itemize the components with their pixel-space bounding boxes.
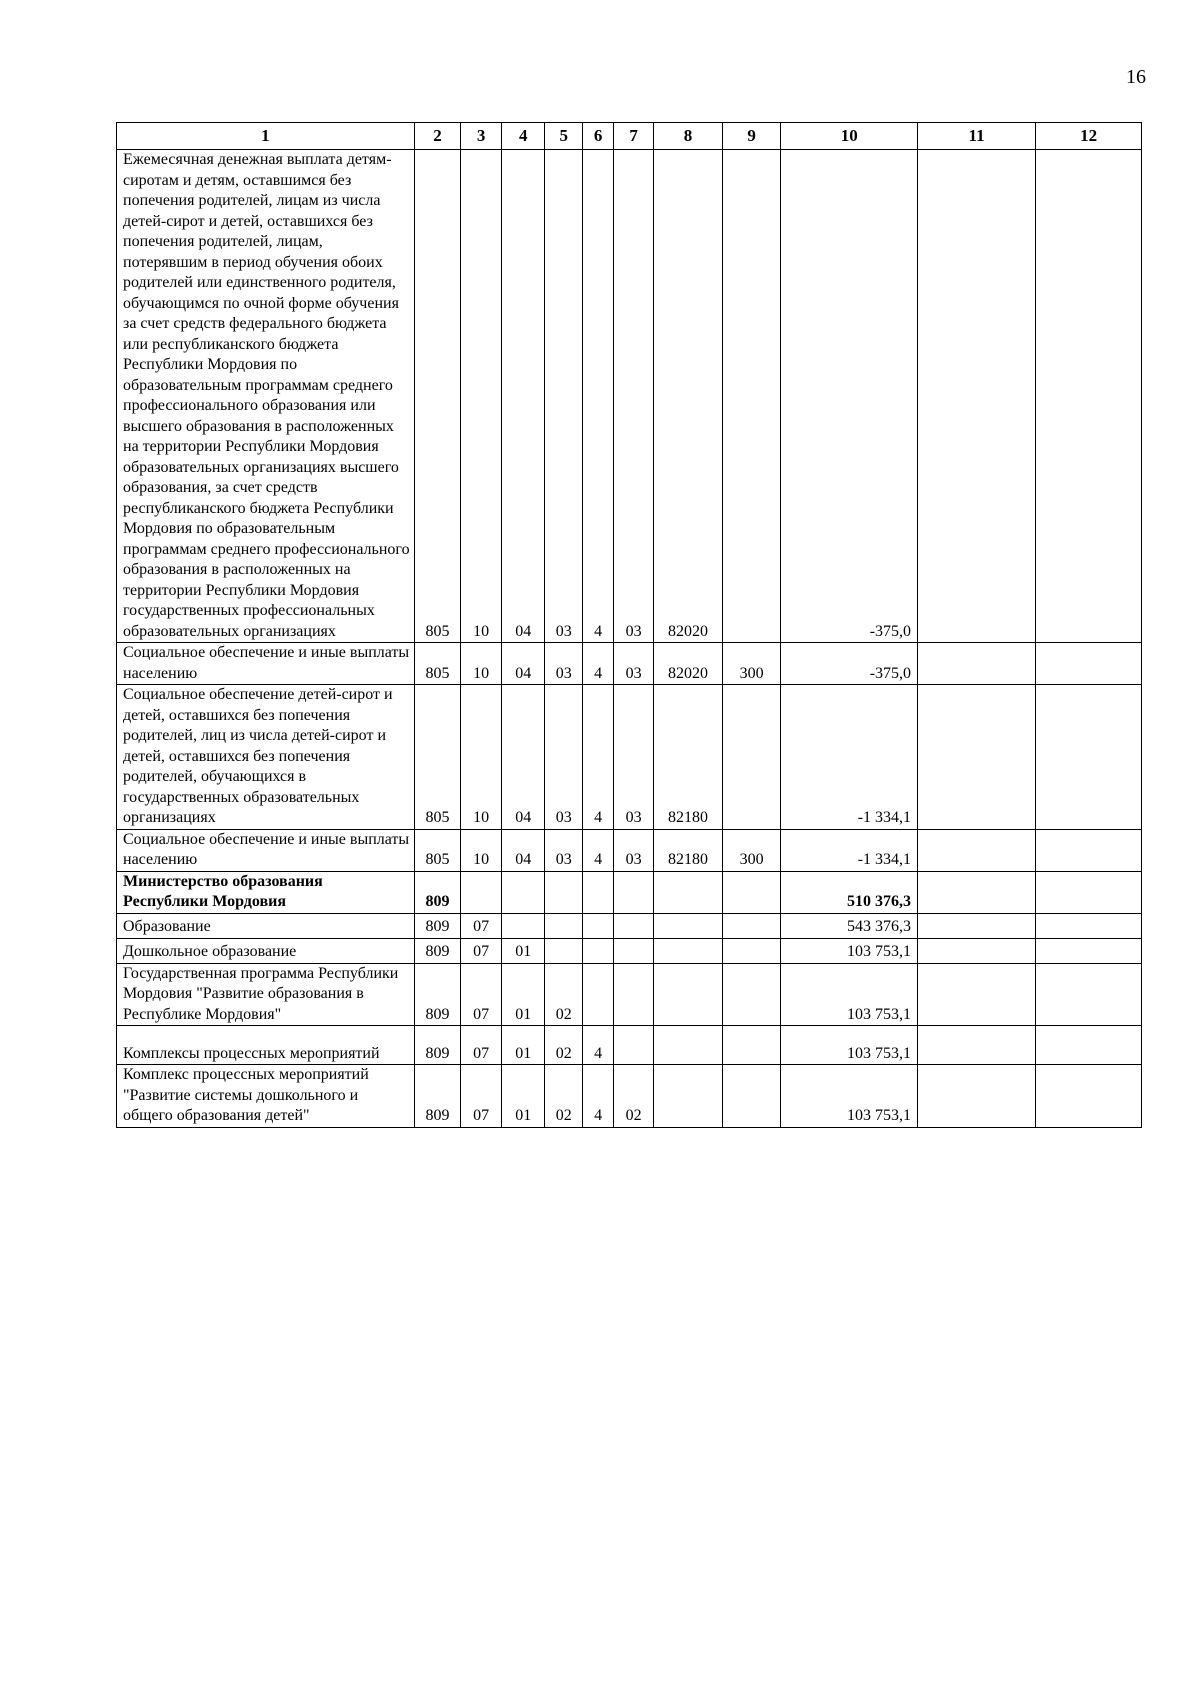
cell-col3: 07 <box>461 913 502 938</box>
cell-col2: 805 <box>414 643 460 685</box>
cell-col5 <box>545 938 583 963</box>
cell-col3: 07 <box>461 963 502 1026</box>
cell-col6: 4 <box>583 685 614 830</box>
cell-col5: 02 <box>545 963 583 1026</box>
cell-col4: 01 <box>502 1065 545 1128</box>
cell-col5: 03 <box>545 643 583 685</box>
cell-col7 <box>614 938 654 963</box>
row-name: Комплексы процессных мероприятий <box>117 1026 415 1065</box>
cell-col10: -375,0 <box>781 150 918 643</box>
table-row <box>117 150 1142 643</box>
cell-col9: 300 <box>722 643 781 685</box>
cell-col11 <box>918 150 1036 643</box>
cell-col9 <box>722 1065 781 1128</box>
cell-col5 <box>545 871 583 913</box>
cell-col7 <box>614 963 654 1026</box>
cell-col6 <box>583 963 614 1026</box>
cell-col11 <box>918 685 1036 830</box>
cell-col9 <box>722 938 781 963</box>
column-header-7: 7 <box>614 123 654 150</box>
cell-col4: 01 <box>502 938 545 963</box>
row-name: Государственная программа Республики Мордовия "Развитие образования в Республике Мордовия" <box>117 963 415 1026</box>
table-row <box>117 685 1142 830</box>
cell-col7: 02 <box>614 1065 654 1128</box>
cell-col2: 809 <box>414 871 460 913</box>
cell-col2: 809 <box>414 913 460 938</box>
table-row <box>117 963 1142 1026</box>
page-number: 16 <box>1126 66 1146 88</box>
cell-col4: 01 <box>502 1026 545 1065</box>
cell-col2: 809 <box>414 938 460 963</box>
cell-col3: 07 <box>461 938 502 963</box>
cell-col12 <box>1036 871 1142 913</box>
cell-col8: 82180 <box>654 829 723 871</box>
cell-col4: 04 <box>502 829 545 871</box>
cell-col10: 103 753,1 <box>781 1065 918 1128</box>
cell-col9: 300 <box>722 829 781 871</box>
cell-col7: 03 <box>614 150 654 643</box>
row-name: Социальное обеспечение и иные выплаты населению <box>117 643 415 685</box>
table-row <box>117 643 1142 685</box>
cell-col12 <box>1036 150 1142 643</box>
table-row <box>117 913 1142 938</box>
table-row <box>117 1026 1142 1065</box>
column-header-4: 4 <box>502 123 545 150</box>
row-name: Социальное обеспечение и иные выплаты населению <box>117 829 415 871</box>
cell-col10: -1 334,1 <box>781 685 918 830</box>
column-header-12: 12 <box>1036 123 1142 150</box>
cell-col3: 10 <box>461 150 502 643</box>
cell-col2: 805 <box>414 685 460 830</box>
cell-col4 <box>502 871 545 913</box>
row-name: Дошкольное образование <box>117 938 415 963</box>
column-header-2: 2 <box>414 123 460 150</box>
column-header-5: 5 <box>545 123 583 150</box>
cell-col4: 01 <box>502 963 545 1026</box>
cell-col6 <box>583 871 614 913</box>
table-header-row <box>117 123 1142 150</box>
cell-col5: 02 <box>545 1026 583 1065</box>
cell-col3: 07 <box>461 1065 502 1128</box>
cell-col10: 510 376,3 <box>781 871 918 913</box>
cell-col10: 543 376,3 <box>781 913 918 938</box>
column-header-8: 8 <box>654 123 723 150</box>
cell-col8: 82020 <box>654 150 723 643</box>
cell-col6 <box>583 913 614 938</box>
cell-col8 <box>654 963 723 1026</box>
cell-col4: 04 <box>502 643 545 685</box>
cell-col9 <box>722 685 781 830</box>
cell-col11 <box>918 1026 1036 1065</box>
cell-col12 <box>1036 913 1142 938</box>
table-row <box>117 938 1142 963</box>
cell-col12 <box>1036 963 1142 1026</box>
cell-col10: 103 753,1 <box>781 938 918 963</box>
cell-col11 <box>918 963 1036 1026</box>
cell-col11 <box>918 1065 1036 1128</box>
cell-col2: 809 <box>414 963 460 1026</box>
cell-col6 <box>583 938 614 963</box>
cell-col8 <box>654 1026 723 1065</box>
row-name: Комплекс процессных мероприятий "Развитие системы дошкольного и общего образования детей" <box>117 1065 415 1128</box>
column-header-11: 11 <box>918 123 1036 150</box>
cell-col8 <box>654 913 723 938</box>
cell-col4 <box>502 913 545 938</box>
cell-col7: 03 <box>614 643 654 685</box>
column-header-9: 9 <box>722 123 781 150</box>
cell-col12 <box>1036 643 1142 685</box>
cell-col5 <box>545 913 583 938</box>
table-row <box>117 871 1142 913</box>
cell-col8: 82020 <box>654 643 723 685</box>
column-header-3: 3 <box>461 123 502 150</box>
cell-col3 <box>461 871 502 913</box>
cell-col9 <box>722 871 781 913</box>
cell-col9 <box>722 963 781 1026</box>
cell-col3: 10 <box>461 685 502 830</box>
cell-col11 <box>918 643 1036 685</box>
table-row <box>117 1065 1142 1128</box>
cell-col5: 02 <box>545 1065 583 1128</box>
cell-col7 <box>614 1026 654 1065</box>
cell-col2: 805 <box>414 829 460 871</box>
cell-col12 <box>1036 1065 1142 1128</box>
cell-col5: 03 <box>545 685 583 830</box>
cell-col11 <box>918 913 1036 938</box>
cell-col10: -1 334,1 <box>781 829 918 871</box>
cell-col6: 4 <box>583 1065 614 1128</box>
budget-table <box>116 122 1142 1128</box>
cell-col11 <box>918 829 1036 871</box>
cell-col2: 805 <box>414 150 460 643</box>
cell-col10: 103 753,1 <box>781 1026 918 1065</box>
column-header-10: 10 <box>781 123 918 150</box>
cell-col11 <box>918 871 1036 913</box>
row-name: Ежемесячная денежная выплата детям-сиротам и детям, оставшимся без попечения родителей, лицам из числа детей-сирот и детей, оставшихся без попечения родителей, лицам, потерявшим в период обучения обоих родителей или единственного родителя, обучающимся по очной форме обучения за счет средств федерального бюджета или республиканского бюджета Республики Мордовия по образовательным программам среднего профессионального образования или высшего образования в расположенных на территории Республики Мордовия образовательных организациях высшего образования, за счет средств республиканского бюджета Республики Мордовия по образовательным программам среднего профессионального образования в расположенных на территории Республики Мордовия государственных профессиональных образовательных организациях <box>117 150 415 643</box>
cell-col12 <box>1036 938 1142 963</box>
cell-col8 <box>654 938 723 963</box>
cell-col8 <box>654 1065 723 1128</box>
cell-col11 <box>918 938 1036 963</box>
cell-col10: 103 753,1 <box>781 963 918 1026</box>
cell-col6: 4 <box>583 150 614 643</box>
row-name: Образование <box>117 913 415 938</box>
cell-col4: 04 <box>502 150 545 643</box>
cell-col9 <box>722 150 781 643</box>
cell-col5: 03 <box>545 829 583 871</box>
cell-col4: 04 <box>502 685 545 830</box>
cell-col3: 10 <box>461 643 502 685</box>
cell-col6: 4 <box>583 829 614 871</box>
cell-col9 <box>722 1026 781 1065</box>
cell-col2: 809 <box>414 1065 460 1128</box>
cell-col7: 03 <box>614 685 654 830</box>
cell-col12 <box>1036 829 1142 871</box>
row-name: Социальное обеспечение детей-сирот и детей, оставшихся без попечения родителей, лиц из числа детей-сирот и детей, оставшихся без попечения родителей, обучающихся в государственных образовательных организациях <box>117 685 415 830</box>
cell-col8: 82180 <box>654 685 723 830</box>
cell-col9 <box>722 913 781 938</box>
cell-col7 <box>614 913 654 938</box>
cell-col2: 809 <box>414 1026 460 1065</box>
column-header-6: 6 <box>583 123 614 150</box>
row-name: Министерство образования Республики Мордовия <box>117 871 415 913</box>
column-header-1: 1 <box>117 123 415 150</box>
table-row <box>117 829 1142 871</box>
cell-col12 <box>1036 685 1142 830</box>
cell-col3: 07 <box>461 1026 502 1065</box>
cell-col3: 10 <box>461 829 502 871</box>
cell-col6: 4 <box>583 1026 614 1065</box>
cell-col5: 03 <box>545 150 583 643</box>
cell-col12 <box>1036 1026 1142 1065</box>
cell-col8 <box>654 871 723 913</box>
cell-col7: 03 <box>614 829 654 871</box>
cell-col6: 4 <box>583 643 614 685</box>
cell-col10: -375,0 <box>781 643 918 685</box>
cell-col7 <box>614 871 654 913</box>
